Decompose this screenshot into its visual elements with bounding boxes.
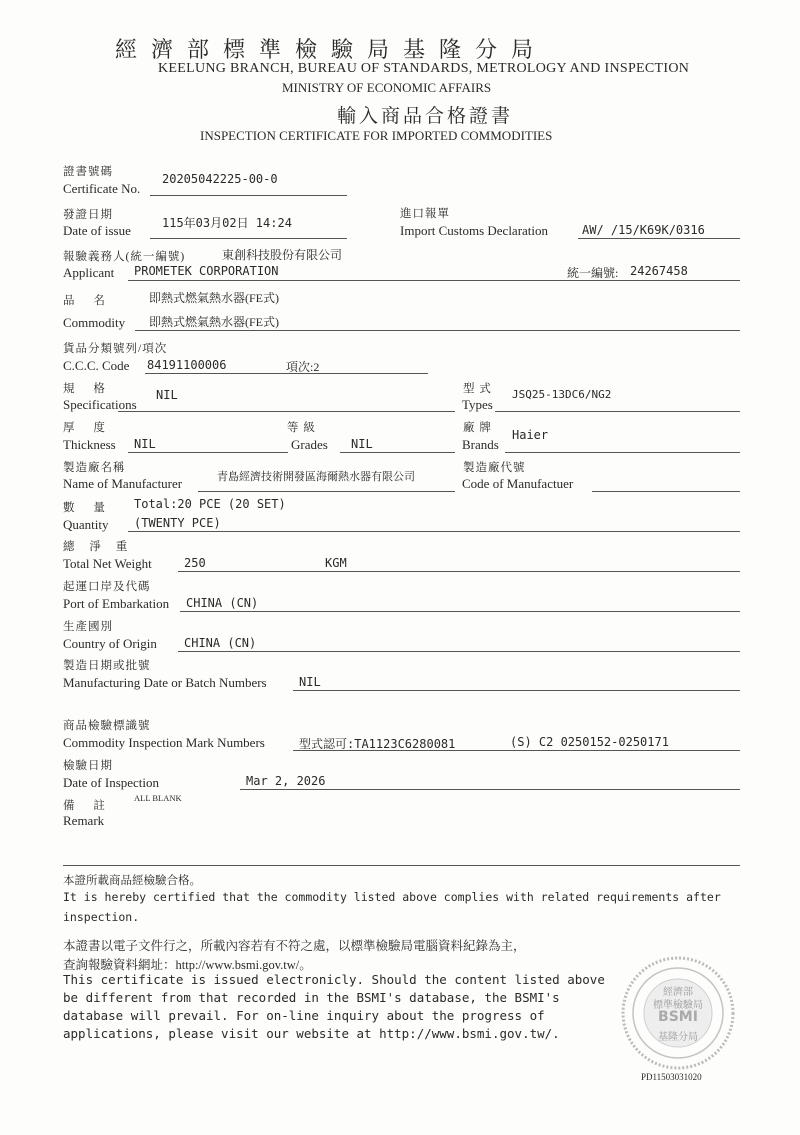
cert-no-label-zh: 證書號碼 bbox=[63, 166, 113, 178]
date-issue-label-en: Date of issue bbox=[63, 223, 131, 238]
quantity-value-2: (TWENTY PCE) bbox=[134, 516, 221, 530]
date-issue-label-zh: 發證日期 bbox=[63, 209, 113, 221]
mark-underline bbox=[293, 750, 740, 751]
applicant-value: PROMETEK CORPORATION bbox=[134, 264, 279, 278]
manufacturer-underline bbox=[198, 491, 455, 492]
remark-underline bbox=[63, 865, 740, 866]
certificate-title-en: INSPECTION CERTIFICATE FOR IMPORTED COMMODITIES bbox=[200, 128, 553, 143]
thickness-label-zh: 厚 度 bbox=[63, 422, 113, 434]
quantity-label-en: Quantity bbox=[63, 517, 109, 532]
origin-label-en: Country of Origin bbox=[63, 636, 157, 651]
mfg-date-label-en: Manufacturing Date or Batch Numbers bbox=[63, 675, 267, 690]
mark-label-zh: 商品檢驗標識號 bbox=[63, 720, 151, 732]
brands-label-en: Brands bbox=[462, 437, 499, 452]
applicant-underline bbox=[128, 280, 740, 281]
thickness-underline bbox=[128, 452, 288, 453]
origin-underline bbox=[178, 651, 740, 652]
manufacturer-value-zh: 青島經濟技術開發區海爾熱水器有限公司 bbox=[217, 471, 415, 483]
electronic-notice-zh-2: 查詢報驗資料網址：http://www.bsmi.gov.tw/。 bbox=[63, 958, 312, 972]
weight-label-zh: 總 淨 重 bbox=[63, 541, 134, 553]
certification-en-2: inspection. bbox=[63, 910, 140, 924]
applicant-label-en: Applicant bbox=[63, 265, 115, 280]
certification-zh: 本證所載商品經檢驗合格。 bbox=[63, 875, 201, 887]
grades-label-zh: 等 級 bbox=[287, 422, 316, 434]
spec-value: NIL bbox=[156, 388, 178, 402]
date-issue-underline bbox=[150, 238, 347, 239]
seal-text-mid: 標準檢驗局 bbox=[653, 1000, 703, 1011]
brands-underline bbox=[505, 452, 740, 453]
mfr-code-underline bbox=[592, 491, 740, 492]
bureau-title-zh: 經濟部標準檢驗局基隆分局 bbox=[115, 37, 548, 62]
remark-label-en: Remark bbox=[63, 813, 105, 828]
date-insp-label-zh: 檢驗日期 bbox=[63, 760, 113, 772]
remark-value: ALL BLANK bbox=[134, 793, 182, 803]
cert-no-label-en: Certificate No. bbox=[63, 181, 141, 196]
manufacturer-label-en: Name of Manufacturer bbox=[63, 476, 183, 491]
electronic-notice-en-1: This certificate is issued electronicly. Should the content listed above bbox=[63, 972, 605, 987]
seal-text-bsmi: BSMI bbox=[658, 1009, 698, 1025]
quantity-underline bbox=[128, 531, 740, 532]
commodity-label-zh: 品 名 bbox=[63, 295, 113, 307]
customs-label-zh: 進口報單 bbox=[400, 208, 450, 220]
mfg-date-underline bbox=[293, 690, 740, 691]
ccc-label-zh: 貨品分類號列/項次 bbox=[63, 343, 168, 355]
customs-label-en: Import Customs Declaration bbox=[400, 223, 549, 238]
manufacturer-label-zh: 製造廠名稱 bbox=[63, 462, 126, 474]
applicant-value-zh: 東創科技股份有限公司 bbox=[222, 248, 343, 262]
ministry-name: MINISTRY OF ECONOMIC AFFAIRS bbox=[282, 80, 492, 95]
branch-name-en: KEELUNG BRANCH, BUREAU OF STANDARDS, METROLOGY AND INSPECTION bbox=[158, 61, 690, 76]
mark-label-en: Commodity Inspection Mark Numbers bbox=[63, 735, 265, 750]
port-label-zh: 起運口岸及代碼 bbox=[63, 581, 151, 593]
electronic-notice-en-2: be different from that recorded in the BSMI's database, the BSMI's bbox=[63, 990, 560, 1005]
commodity-label-en: Commodity bbox=[63, 315, 126, 330]
thickness-value: NIL bbox=[134, 437, 156, 451]
weight-unit: KGM bbox=[325, 556, 347, 570]
grades-label-en: Grades bbox=[291, 437, 328, 452]
electronic-notice-zh-1: 本證書以電子文件行之，所載內容若有不符之處，以標準檢驗局電腦資料紀錄為主， bbox=[63, 939, 526, 953]
uid-value: 24267458 bbox=[630, 264, 688, 278]
customs-underline bbox=[578, 238, 740, 239]
types-underline bbox=[495, 411, 740, 412]
port-value: CHINA (CN) bbox=[186, 596, 259, 610]
customs-value: AW/ /15/K69K/0316 bbox=[582, 223, 705, 237]
weight-underline bbox=[178, 571, 740, 572]
weight-value: 250 bbox=[184, 556, 206, 570]
document-number: PD11503031020 bbox=[641, 1072, 702, 1082]
certificate-title-zh: 輸入商品合格證書 bbox=[337, 106, 514, 127]
grades-underline bbox=[340, 452, 455, 453]
spec-underline bbox=[118, 411, 455, 412]
port-label-en: Port of Embarkation bbox=[63, 596, 170, 611]
commodity-value-zh-1: 即熱式燃氣熱水器(FE式) bbox=[149, 291, 279, 305]
cert-no-underline bbox=[150, 195, 347, 196]
certification-en-1: It is hereby certified that the commodity listed above complies with related requirements after bbox=[63, 890, 721, 904]
mfr-code-label-zh: 製造廠代號 bbox=[463, 462, 526, 474]
commodity-value-zh-2: 即熱式燃氣熱水器(FE式) bbox=[149, 315, 279, 329]
weight-label-en: Total Net Weight bbox=[63, 556, 152, 571]
cert-no-value: 20205042225-00-0 bbox=[162, 172, 278, 186]
date-insp-value: Mar 2, 2026 bbox=[246, 774, 326, 788]
uid-label: 統一編號: bbox=[567, 266, 619, 280]
port-underline bbox=[180, 611, 740, 612]
quantity-label-zh: 數 量 bbox=[63, 502, 113, 514]
applicant-label-zh: 報驗義務人(統一編號) bbox=[63, 251, 186, 263]
brands-value: Haier bbox=[512, 428, 549, 442]
spec-label-zh: 規 格 bbox=[63, 383, 113, 395]
ccc-value: 84191100006 bbox=[147, 358, 227, 372]
mfg-date-value: NIL bbox=[299, 675, 321, 689]
types-label-zh: 型 式 bbox=[463, 383, 492, 395]
mark-value-2: (S) C2 0250152-0250171 bbox=[510, 735, 669, 749]
ccc-item: 項次:2 bbox=[286, 360, 320, 374]
date-insp-underline bbox=[240, 789, 740, 790]
ccc-underline bbox=[145, 373, 428, 374]
origin-value: CHINA (CN) bbox=[184, 636, 257, 650]
brands-label-zh: 廠 牌 bbox=[463, 422, 492, 434]
origin-label-zh: 生產國別 bbox=[63, 621, 113, 633]
date-insp-label-en: Date of Inspection bbox=[63, 775, 160, 790]
spec-label-en: Specifications bbox=[63, 397, 137, 412]
ccc-label-en: C.C.C. Code bbox=[63, 358, 130, 373]
date-issue-value: 115年03月02日 14:24 bbox=[162, 216, 292, 230]
mark-value-1: 型式認可:TA1123C6280081 bbox=[299, 737, 456, 751]
remark-label-zh: 備 註 bbox=[63, 800, 113, 812]
grades-value: NIL bbox=[351, 437, 373, 451]
types-value: JSQ25-13DC6/NG2 bbox=[512, 388, 612, 401]
types-label-en: Types bbox=[462, 397, 493, 412]
seal-text-top: 經濟部 bbox=[663, 987, 693, 998]
seal-text-bottom: 基隆分局 bbox=[658, 1032, 698, 1043]
quantity-value-1: Total:20 PCE (20 SET) bbox=[134, 497, 286, 511]
mfr-code-label-en: Code of Manufactuer bbox=[462, 476, 574, 491]
mfg-date-label-zh: 製造日期或批號 bbox=[63, 660, 151, 672]
electronic-notice-en-3: database will prevail. For on-line inquiry about the progress of bbox=[63, 1008, 545, 1023]
bsmi-seal bbox=[620, 955, 736, 1071]
commodity-underline bbox=[135, 330, 740, 331]
thickness-label-en: Thickness bbox=[63, 437, 116, 452]
electronic-notice-en-4: applications, please visit our website at http://www.bsmi.gov.tw/. bbox=[63, 1026, 560, 1041]
